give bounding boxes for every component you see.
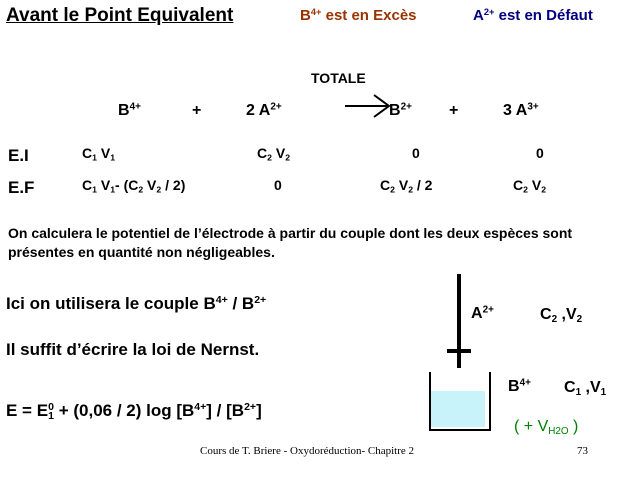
defect-note: $A^{2+}$ est en Défaut <box>473 6 593 24</box>
initial-state-label: E.I <box>8 146 29 165</box>
final-state-label: E.F <box>8 178 35 197</box>
slide-title: Avant le Point Equivalent <box>6 5 234 26</box>
couple-statement: Ici on utilisera le couple $B^{4+} / B^{2+}$ <box>6 294 267 313</box>
nernst-statement: Il suffit d’écrire la loi de Nernst. <box>6 340 260 359</box>
beaker <box>429 372 491 431</box>
plus-sign: + <box>449 102 459 119</box>
product-b2: $B^{2+}$ <box>389 101 412 119</box>
ei-a3-amount: 0 <box>536 145 544 161</box>
ef-b2-amount: $C_2$ $V_2 / 2$ <box>380 177 433 195</box>
nernst-formula: $E = E^0_1 + (0,06 / 2)$ $\log [B^{4+}] / [B^{2+}]$ <box>6 401 262 422</box>
excess-note: $B^{4+}$ est en Excès <box>300 6 417 24</box>
reactant-b4: $B^{4+}$ <box>118 101 141 119</box>
explanation-paragraph: On calculera le potentiel de l’électrode à partir du couple dont les deux espèces sont présentes en quantité non négligeables. <box>8 225 573 260</box>
beaker-species: $B^{4+}$ <box>508 377 531 395</box>
ei-b2-amount: 0 <box>412 145 420 161</box>
burette-concentration-volume: $C_2$ $,V_2$ <box>540 306 583 325</box>
burette-species: $A^{2+}$ <box>471 304 494 322</box>
beaker-concentration-volume: $C_1$ $,V_1$ <box>564 379 607 398</box>
right-arrow-icon <box>344 93 392 124</box>
ef-a2-amount: 0 <box>274 177 282 193</box>
reactant-a2: 2 $A^{2+}$ <box>246 101 282 119</box>
ei-b4-amount: $C_1$ $V_1$ <box>82 145 116 163</box>
ef-a3-amount: $C_2$ $V_2$ <box>513 177 547 195</box>
ei-a2-amount: $C_2$ $V_2$ <box>257 145 291 163</box>
product-a3: 3 $A^{3+}$ <box>503 101 539 119</box>
water-volume-note: ( + $V_{H2O}$ ) <box>514 418 579 437</box>
reaction-type-label: TOTALE <box>311 70 366 86</box>
footer-credit: Cours de T. Briere - Oxydoréduction- Chapitre 2 <box>200 445 415 457</box>
ef-b4-amount: $C_1$ $V_1-$ ($C_2$ $V_2 / 2$) <box>82 177 186 195</box>
page-number: 73 <box>577 445 588 457</box>
plus-sign: + <box>192 102 202 119</box>
burette-stopcock <box>447 349 471 353</box>
burette-tube <box>457 274 461 368</box>
